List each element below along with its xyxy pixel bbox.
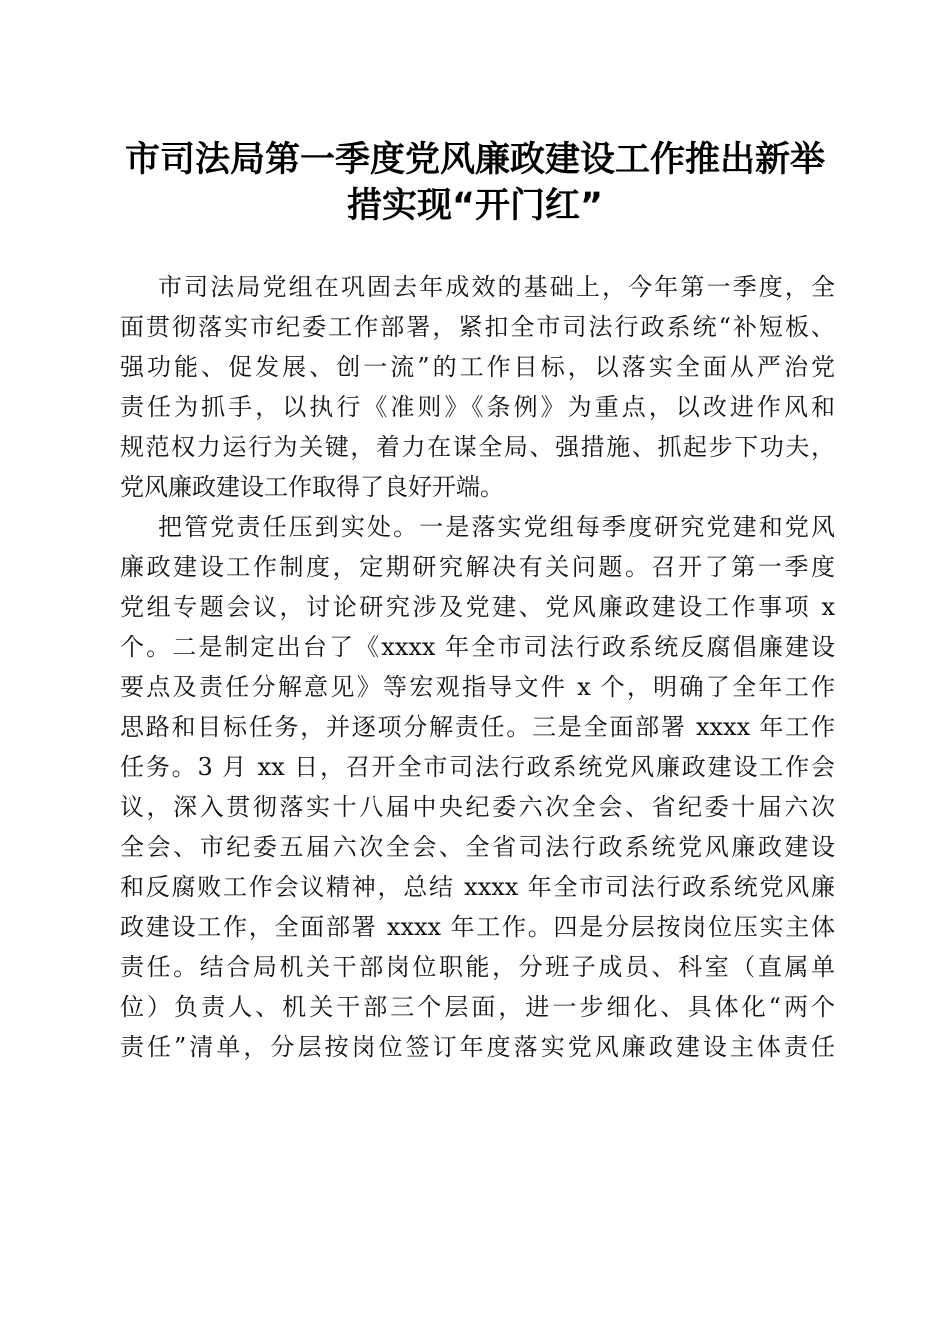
paragraph-2-line-2: 廉政建设工作制度，定期研究解决有关问题。召开了第一季度 bbox=[120, 553, 835, 581]
paragraph-2-line-14: 责任”清单，分层按岗位签订年度落实党风廉政建设主体责任 bbox=[120, 1033, 835, 1061]
paragraph-2-line-10: 和反腐败工作会议精神，总结 xxxx 年全市司法行政系统党风廉 bbox=[120, 873, 835, 901]
paragraph-2-line-4: 个。二是制定出台了《xxxx 年全市司法行政系统反腐倡廉建设 bbox=[120, 633, 835, 661]
document-body bbox=[120, 267, 835, 1067]
paragraph-2-line-6: 思路和目标任务，并逐项分解责任。三是全面部署 xxxx 年工作 bbox=[120, 713, 835, 741]
paragraph-2-line-9: 全会、市纪委五届六次全会、全省司法行政系统党风廉政建设 bbox=[120, 833, 835, 861]
document-title bbox=[110, 137, 840, 229]
paragraph-2-line-8: 议，深入贯彻落实十八届中央纪委六次全会、省纪委十届六次 bbox=[120, 793, 835, 821]
paragraph-2-line-1: 把管党责任压到实处。一是落实党组每季度研究党建和党风 bbox=[158, 513, 835, 541]
paragraph-1-line-6: 党风廉政建设工作取得了良好开端。 bbox=[120, 473, 504, 501]
paragraph-2-line-11: 政建设工作，全面部署 xxxx 年工作。四是分层按岗位压实主体 bbox=[120, 913, 835, 941]
paragraph-1-line-2: 面贯彻落实市纪委工作部署，紧扣全市司法行政系统“补短板、 bbox=[120, 313, 835, 341]
paragraph-2-line-3: 党组专题会议，讨论研究涉及党建、党风廉政建设工作事项 x bbox=[120, 593, 835, 621]
title-line-1: 市司法局第一季度党风廉政建设工作推出新举 bbox=[124, 140, 825, 180]
paragraph-2-line-5: 要点及责任分解意见》等宏观指导文件 x 个，明确了全年工作 bbox=[120, 673, 835, 701]
paragraph-2-line-13: 位）负责人、机关干部三个层面，进一步细化、具体化“两个 bbox=[120, 993, 835, 1021]
paragraph-2-line-7: 任务。3 月 xx 日，召开全市司法行政系统党风廉政建设工作会 bbox=[120, 753, 835, 781]
paragraph-1-line-4: 责任为抓手，以执行《准则》《条例》为重点，以改进作风和 bbox=[120, 393, 835, 421]
paragraph-1-line-5: 规范权力运行为关键，着力在谋全局、强措施、抓起步下功夫， bbox=[120, 433, 835, 461]
title-line-2: 措实现“开门红” bbox=[346, 186, 603, 226]
paragraph-1-line-3: 强功能、促发展、创一流”的工作目标，以落实全面从严治党 bbox=[120, 353, 835, 381]
paragraph-1-line-1: 市司法局党组在巩固去年成效的基础上，今年第一季度，全 bbox=[158, 273, 835, 301]
paragraph-2-line-12: 责任。结合局机关干部岗位职能，分班子成员、科室（直属单 bbox=[120, 953, 835, 981]
